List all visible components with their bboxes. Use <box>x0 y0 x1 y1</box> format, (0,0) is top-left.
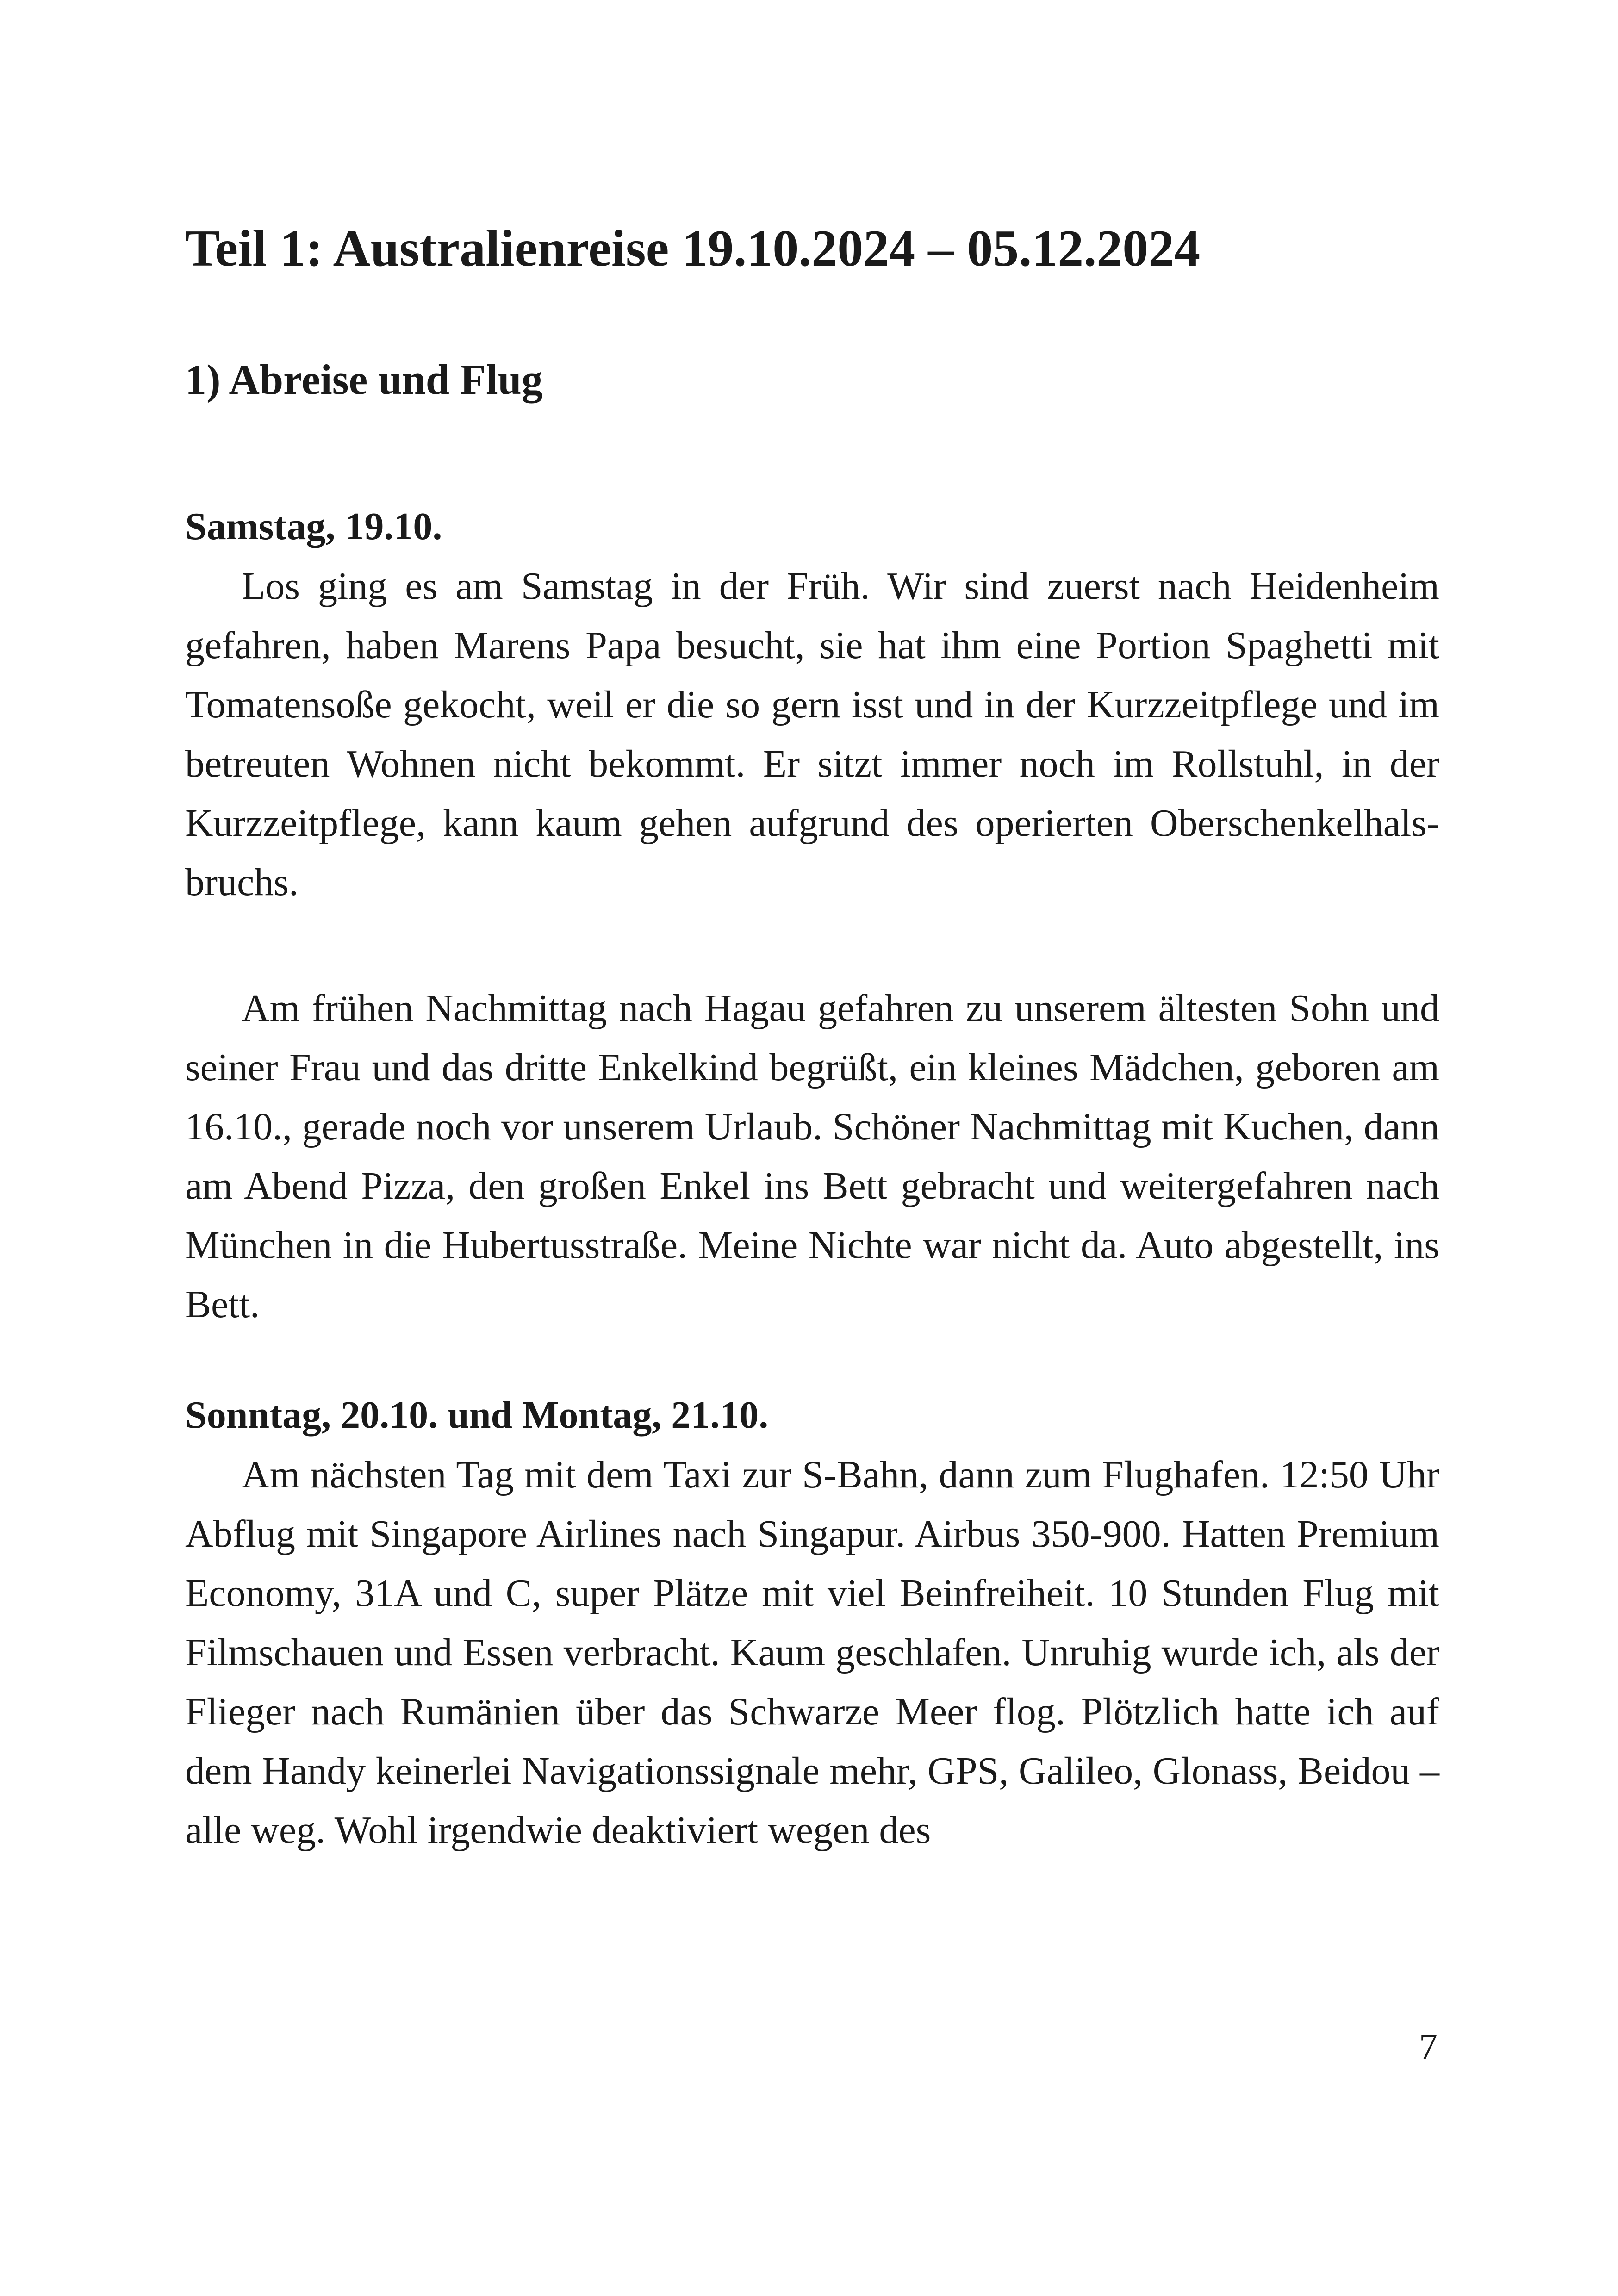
page-number: 7 <box>1419 2027 1438 2067</box>
body-paragraph-1: Los ging es am Samstag in der Früh. Wir sind zuerst nach Heidenheim gefahren, haben Marens Papa besucht, sie hat ihm eine Portion Spaghetti mit Tomatensoße gekocht, weil er die so gern isst und in der Kurzzeitpflege und im betreuten Wohnen nicht bekommt. Er sitzt immer noch im Rollstuhl, in der Kurzzeitpflege, kann kaum gehen aufgrund des operierten Oberschenkelhalsbruchs. <box>185 565 1439 904</box>
body-paragraph-2: Am frühen Nachmittag nach Hagau gefahren zu unserem ältesten Sohn und seiner Frau und das dritte Enkelkind begrüßt, ein kleines Mädchen, geboren am 16.10., gerade noch vor unserem Urlaub. Schöner Nachmittag mit Kuchen, dann am Abend Pizza, den großen Enkel ins Bett gebracht und weitergefahren nach München in die Hubertusstraße. Meine Nichte war nicht da. Auto abgestellt, ins Bett. <box>185 987 1439 1326</box>
section-heading: 1) Abreise und Flug <box>185 356 543 403</box>
entry-date-heading-1: Samstag, 19.10. <box>185 505 442 548</box>
body-paragraph-3: Am nächsten Tag mit dem Taxi zur S-Bahn, dann zum Flughafen. 12:50 Uhr Abflug mit Singapore Airlines nach Singapur. Airbus 350-900. Hatten Premium Economy, 31A und C, super Plätze mit viel Beinfreiheit. 10 Stunden Flug mit Filmschauen und Essen verbracht. Kaum geschlafen. Unruhig wurde ich, als der Flieger nach Rumänien über das Schwarze Meer flog. Plötzlich hatte ich auf dem Handy keinerlei Navigationssignale mehr, GPS, Galileo, Glonass, Beidou – alle weg. Wohl irgendwie deaktiviert wegen des <box>185 1453 1439 1852</box>
chapter-title: Teil 1: Australienreise 19.10.2024 – 05.12.2024 <box>185 220 1201 277</box>
entry-date-heading-2: Sonntag, 20.10. und Montag, 21.10. <box>185 1394 769 1437</box>
